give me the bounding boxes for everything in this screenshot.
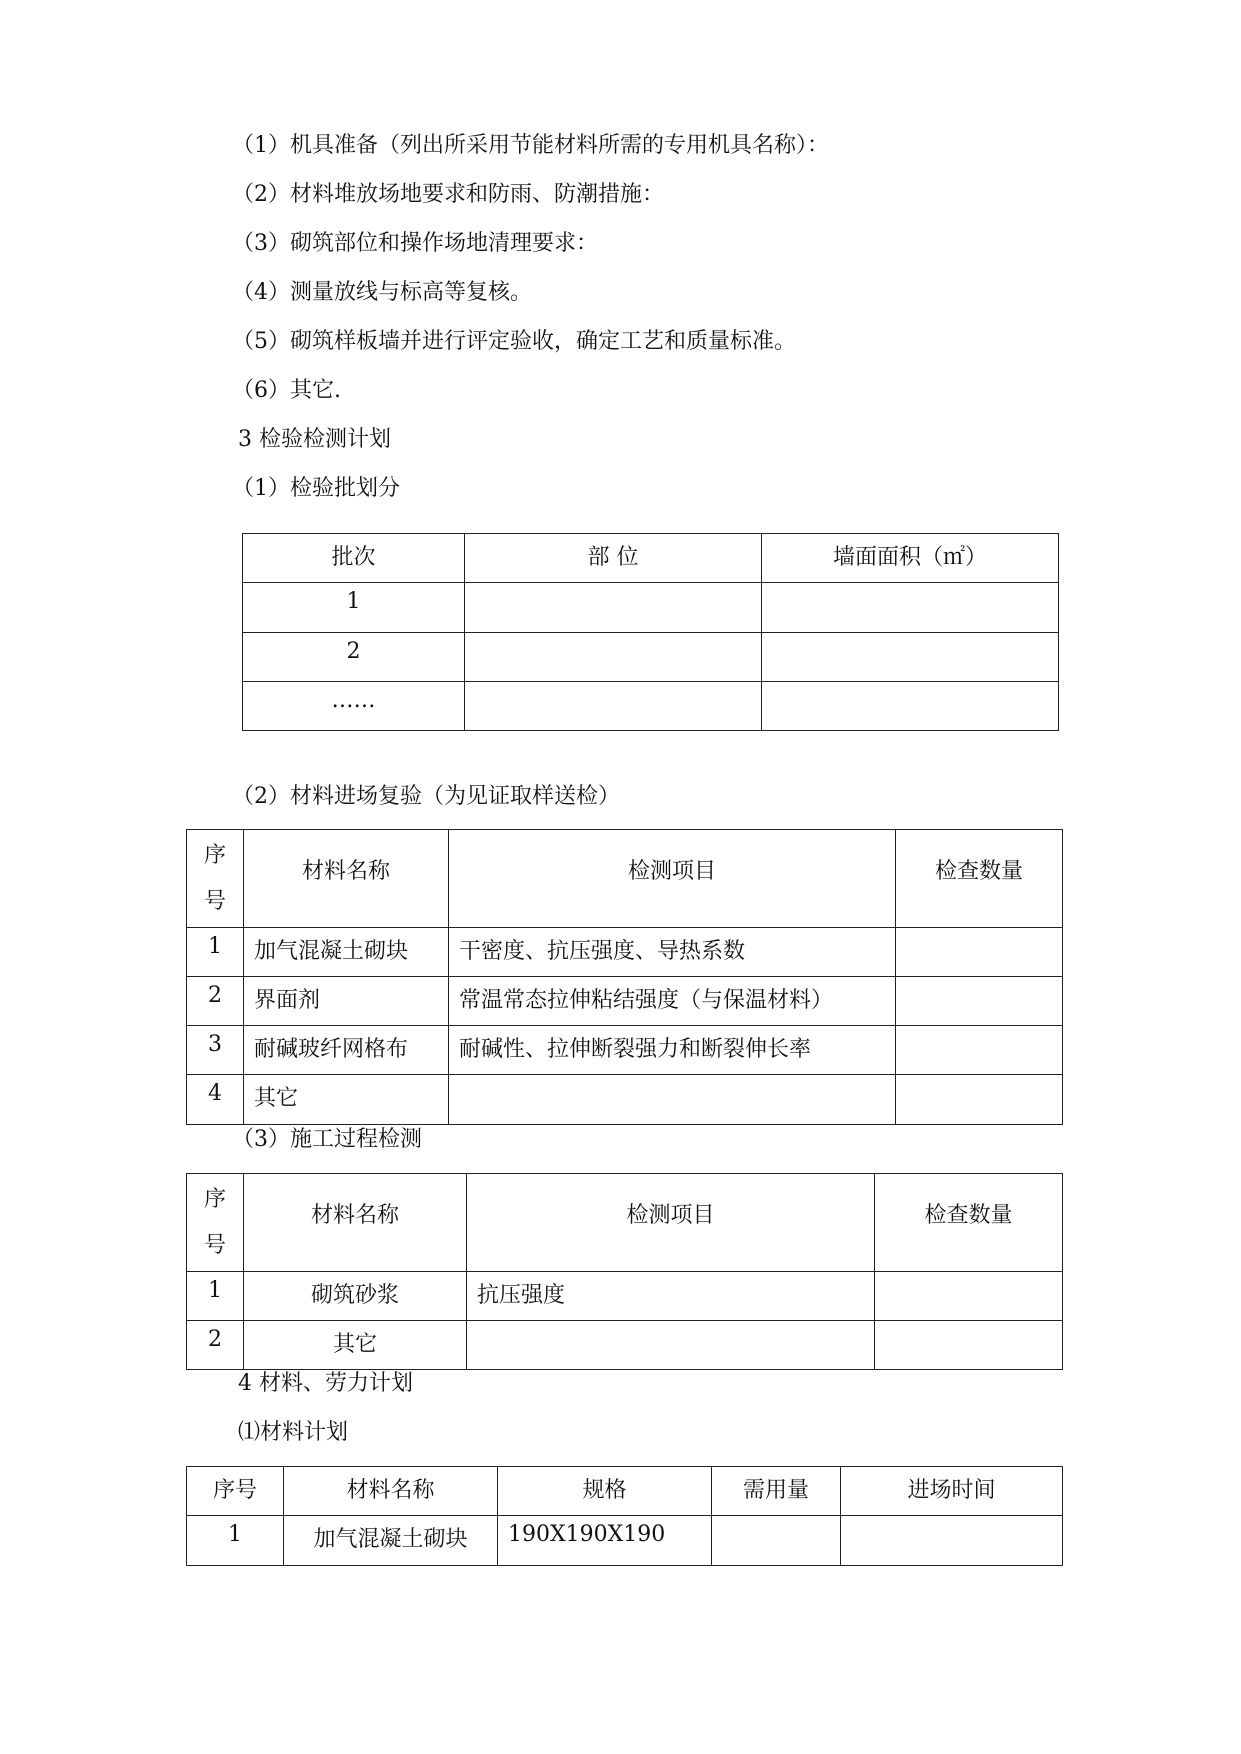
section-4-title: 4 材料、劳力计划 (238, 1371, 413, 1396)
retest-cell-qty (896, 1075, 1063, 1125)
material-plan-table (186, 1466, 1063, 1566)
retest-cell-item (449, 1075, 896, 1125)
batch-cell: 2 (243, 633, 465, 682)
batch-cell (762, 633, 1059, 682)
material-test-table (186, 829, 1063, 1125)
batch-cell (465, 583, 762, 633)
retest-cell-seq: 4 (187, 1075, 244, 1125)
retest-header-seq-text: 序号 (203, 842, 226, 914)
process-header-seq-text: 序号 (203, 1186, 226, 1258)
subsection-material-plan-title: ⑴材料计划 (238, 1420, 349, 1445)
plan-cell-spec: 190X190X190 (498, 1516, 712, 1566)
plan-header-spec: 规格 (498, 1467, 712, 1516)
retest-cell-name: 其它 (244, 1075, 449, 1125)
retest-header-qty: 检查数量 (896, 830, 1063, 928)
retest-cell-seq: 2 (187, 977, 244, 1026)
prep-item-4: （4）测量放线与标高等复核。 (232, 280, 532, 305)
subsection-process-title: （3）施工过程检测 (232, 1127, 422, 1152)
batch-header-location: 部 位 (465, 534, 762, 583)
process-test-table (186, 1173, 1063, 1370)
retest-cell-qty (896, 928, 1063, 977)
process-header-qty: 检查数量 (875, 1174, 1063, 1272)
process-cell-item (467, 1321, 875, 1370)
process-cell-name: 砌筑砂浆 (244, 1272, 467, 1321)
process-cell-qty (875, 1321, 1063, 1370)
batch-cell (762, 583, 1059, 633)
batch-cell (762, 682, 1059, 731)
process-header-seq (187, 1174, 244, 1272)
prep-item-2: （2）材料堆放场地要求和防雨、防潮措施： (232, 182, 664, 207)
retest-cell-item: 干密度、抗压强度、导热系数 (449, 928, 896, 977)
plan-cell-seq: 1 (187, 1516, 284, 1566)
plan-header-time: 进场时间 (841, 1467, 1063, 1516)
retest-cell-seq: 3 (187, 1026, 244, 1075)
retest-header-seq (187, 830, 244, 928)
batch-header-batch: 批次 (243, 534, 465, 583)
retest-cell-name: 加气混凝土砌块 (244, 928, 449, 977)
retest-cell-seq: 1 (187, 928, 244, 977)
retest-header-item: 检测项目 (449, 830, 896, 928)
process-cell-qty (875, 1272, 1063, 1321)
prep-item-1: （1）机具准备（列出所采用节能材料所需的专用机具名称）： (232, 133, 829, 158)
batch-cell (465, 682, 762, 731)
plan-header-name: 材料名称 (284, 1467, 498, 1516)
plan-cell-qty (712, 1516, 841, 1566)
prep-item-6: （6）其它. (232, 378, 341, 403)
process-cell-name: 其它 (244, 1321, 467, 1370)
retest-cell-qty (896, 1026, 1063, 1075)
subsection-batch-title: （1）检验批划分 (232, 476, 400, 501)
prep-item-5: （5）砌筑样板墙并进行评定验收，确定工艺和质量标准。 (232, 329, 796, 354)
process-cell-item: 抗压强度 (467, 1272, 875, 1321)
retest-cell-item: 常温常态拉伸粘结强度（与保温材料） (449, 977, 896, 1026)
section-3-title: 3 检验检测计划 (238, 427, 391, 452)
retest-cell-name: 耐碱玻纤网格布 (244, 1026, 449, 1075)
retest-cell-name: 界面剂 (244, 977, 449, 1026)
batch-table (242, 533, 1059, 731)
plan-header-seq: 序号 (187, 1467, 284, 1516)
process-cell-seq: 2 (187, 1321, 244, 1370)
plan-header-qty: 需用量 (712, 1467, 841, 1516)
process-header-name: 材料名称 (244, 1174, 467, 1272)
batch-header-area: 墙面面积（㎡） (762, 534, 1059, 583)
retest-cell-qty (896, 977, 1063, 1026)
process-cell-seq: 1 (187, 1272, 244, 1321)
batch-cell: 1 (243, 583, 465, 633)
subsection-retest-title: （2）材料进场复验（为见证取样送检） (232, 784, 620, 809)
retest-header-name: 材料名称 (244, 830, 449, 928)
plan-cell-time (841, 1516, 1063, 1566)
process-header-item: 检测项目 (467, 1174, 875, 1272)
batch-cell: …… (243, 682, 465, 731)
plan-cell-name: 加气混凝土砌块 (284, 1516, 498, 1566)
prep-item-3: （3）砌筑部位和操作场地清理要求： (232, 231, 598, 256)
retest-cell-item: 耐碱性、拉伸断裂强力和断裂伸长率 (449, 1026, 896, 1075)
batch-cell (465, 633, 762, 682)
